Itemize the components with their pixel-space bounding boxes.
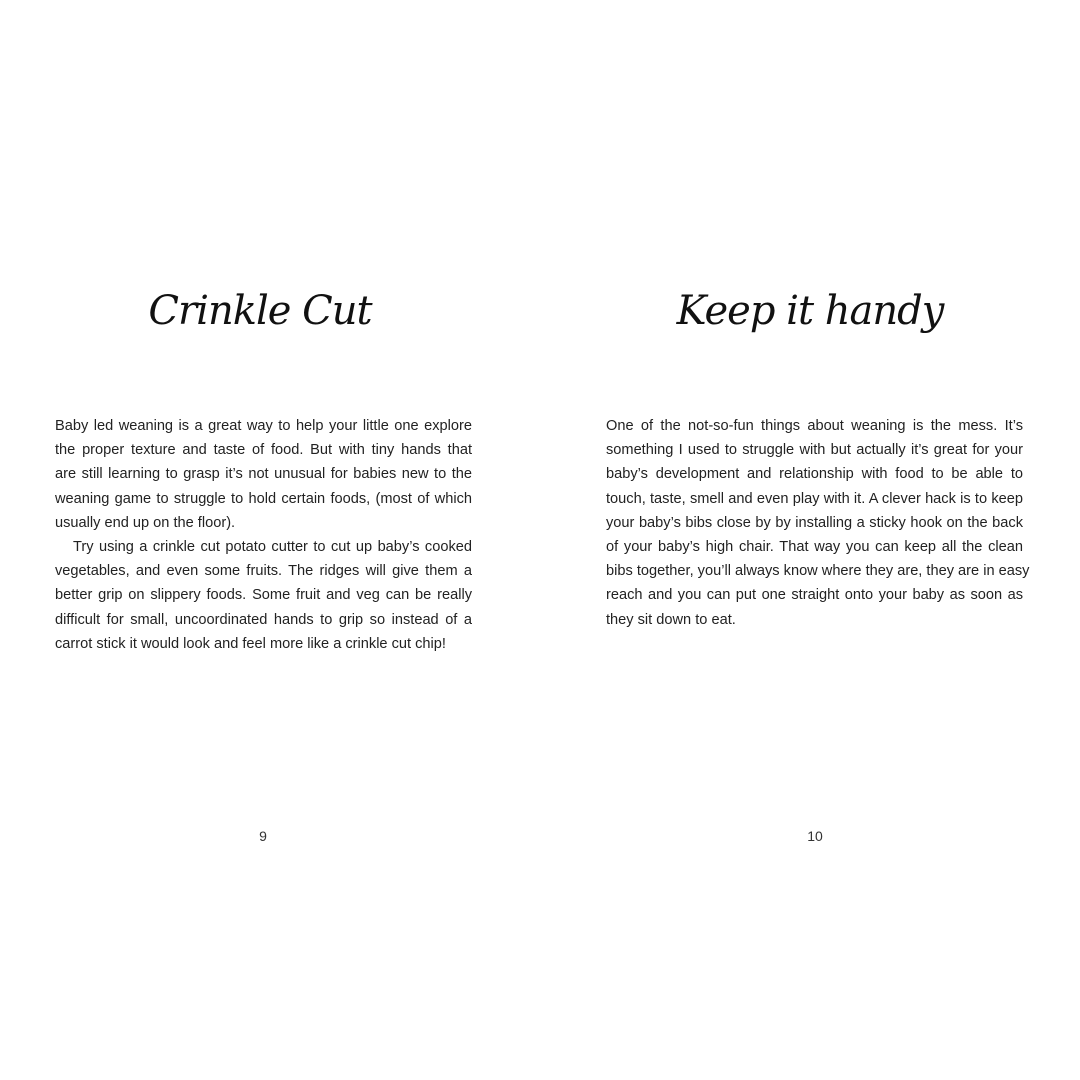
text-line: bibs together, you’ll always know where they are, they are in easy [606, 563, 1030, 580]
text-line: touch, taste, smell and even play with it. A clever hack is to keep [606, 490, 1023, 507]
body-text [606, 414, 1030, 632]
page-title: Crinkle Cut [148, 288, 372, 334]
text-line: the proper texture and taste of food. But with tiny hands that [55, 442, 472, 459]
text-line: reach and you can put one straight onto your baby as soon as [606, 587, 1023, 604]
text-line: Try using a crinkle cut potato cutter to cut up baby’s cooked [73, 538, 472, 555]
text-line: they sit down to eat. [606, 611, 736, 628]
text-line: of your baby’s high chair. That way you can keep all the clean [606, 538, 1023, 555]
page-title: Keep it handy [676, 288, 944, 334]
text-line: your baby’s bibs close by by installing a sticky hook on the back [606, 514, 1023, 531]
text-line: Baby led weaning is a great way to help your little one explore [55, 418, 472, 434]
page-number: 9 [259, 828, 267, 844]
text-line: weaning game to struggle to hold certain foods, (most of which [55, 490, 472, 507]
body-text [55, 414, 472, 656]
text-line: baby’s development and relationship with food to be able to [606, 466, 1023, 483]
text-line: usually end up on the floor). [55, 514, 236, 531]
text-line: One of the not-so-fun things about weaning is the mess. It’s [606, 418, 1023, 434]
page-number: 10 [807, 828, 823, 844]
text-line: something I used to struggle with but actually it’s great for your [606, 442, 1023, 459]
text-line: are still learning to grasp it’s not unusual for babies new to the [55, 466, 472, 483]
text-line: difficult for small, uncoordinated hands to grip so instead of a [55, 611, 472, 628]
text-line: better grip on slippery foods. Some fruit and veg can be really [55, 587, 472, 604]
text-line: vegetables, and even some fruits. The ridges will give them a [55, 563, 472, 580]
right-page [540, 0, 1080, 1080]
text-line: carrot stick it would look and feel more like a crinkle cut chip! [55, 635, 446, 652]
